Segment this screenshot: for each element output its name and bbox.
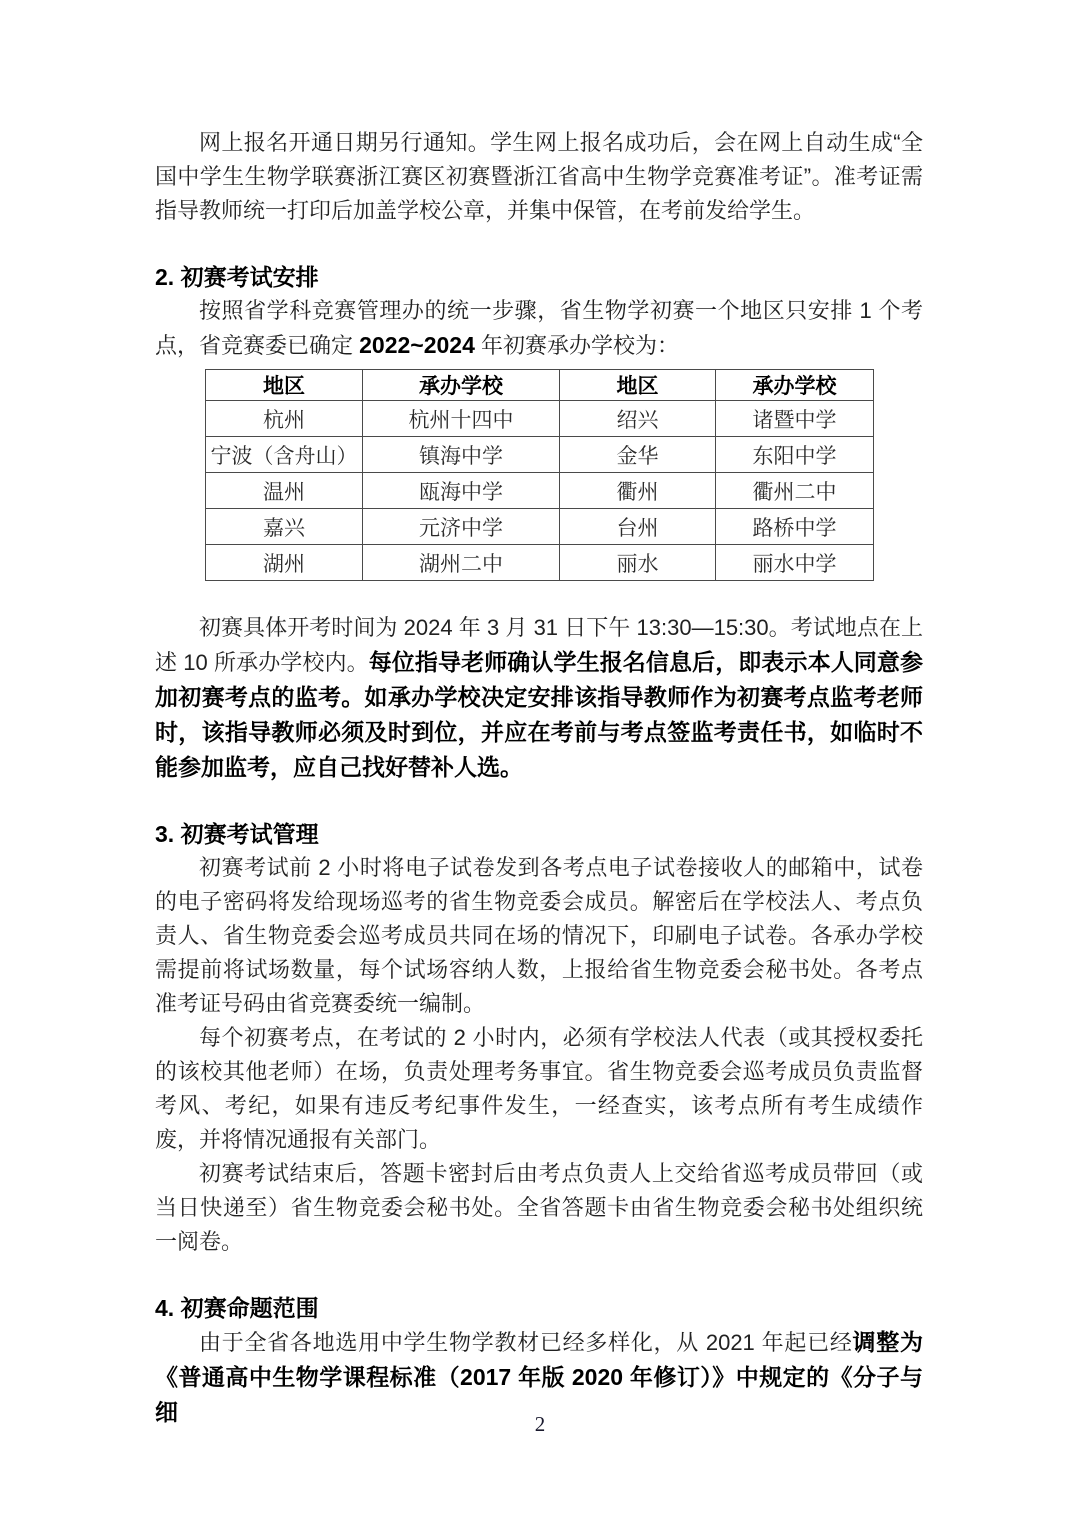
table-cell: 衢州 xyxy=(560,473,716,509)
text-run: 初赛考试前 2 小时将电子试卷发到各考点电子试卷接收人的邮箱中，试卷的电子密码将发给现场巡考的省生物竞委会成员。解密后在学校法人、考点负责人、省生物竞委会巡考成员共同在场的情况下，印刷电子试卷。各承办学校需提前将试场数量，每个试场容纳人数，上报给省生物竞委会秘书处。各考点准考证号码由省竞赛委统一编制。 xyxy=(155,855,923,1016)
table-cell: 嘉兴 xyxy=(206,509,363,545)
table-cell: 湖州二中 xyxy=(363,545,560,581)
table-cell: 衢州二中 xyxy=(716,473,874,509)
text-run: 由于全省各地选用中学生物学教材已经多样化，从 2021 年起已经 xyxy=(199,1330,853,1355)
table-row xyxy=(206,545,874,581)
paragraph xyxy=(155,1157,923,1259)
table-row xyxy=(206,401,874,437)
table-cell: 台州 xyxy=(560,509,716,545)
table-header-cell: 地区 xyxy=(206,370,363,401)
table-cell: 诸暨中学 xyxy=(716,401,874,437)
text-run: 网上报名开通日期另行通知。学生网上报名成功后，会在网上自动生成“全国中学生生物学联赛浙江赛区初赛暨浙江省高中生物学竞赛准考证”。准考证需指导教师统一打印后加盖学校公章，并集中保管，在考前发给学生。 xyxy=(155,130,923,223)
table-cell: 镇海中学 xyxy=(363,437,560,473)
paragraph xyxy=(155,1021,923,1157)
document-body xyxy=(155,126,923,1430)
text-run: 按照省学科竞赛管理办的统一步骤，省生物学初赛一个地区只安排 1 个考点，省竞赛委已确定 xyxy=(155,298,923,358)
table-header-cell: 承办学校 xyxy=(363,370,560,401)
table-cell: 宁波（含舟山） xyxy=(206,437,363,473)
page-number: 2 xyxy=(534,1412,546,1436)
table-cell: 绍兴 xyxy=(560,401,716,437)
bold-text-run: 2022~2024 xyxy=(359,332,475,358)
table-header-cell: 承办学校 xyxy=(716,370,874,401)
table-row xyxy=(206,473,874,509)
section-heading: 2. 初赛考试安排 xyxy=(155,264,319,290)
paragraph xyxy=(155,126,923,228)
bold-text-run: 调整为《普通高中生物学课程标准（2017 年版 2020 年修订）》中规定的《分子与细 xyxy=(155,1329,924,1425)
table-cell: 杭州十四中 xyxy=(363,401,560,437)
bold-text-run: 每位指导老师确认学生报名信息后，即表示本人同意参加初赛考点的监考。如承办学校决定安排该指导教师作为初赛考点监考老师时，该指导教师必须及时到位，并应在考前与考点签监考责任书，如临时不能参加监考，应自己找好替补人选。 xyxy=(155,649,924,780)
table-cell: 瓯海中学 xyxy=(363,473,560,509)
paragraph xyxy=(155,851,923,1021)
table-row xyxy=(206,509,874,545)
section-heading: 4. 初赛命题范围 xyxy=(155,1295,319,1321)
table-cell: 金华 xyxy=(560,437,716,473)
paragraph xyxy=(155,294,923,363)
table-cell: 杭州 xyxy=(206,401,363,437)
table-cell: 路桥中学 xyxy=(716,509,874,545)
host-schools-table xyxy=(205,369,874,581)
table-header-cell: 地区 xyxy=(560,370,716,401)
section-heading: 3. 初赛考试管理 xyxy=(155,821,319,847)
table-cell: 东阳中学 xyxy=(716,437,874,473)
table-header-row xyxy=(206,370,874,401)
text-run: 初赛考试结束后，答题卡密封后由考点负责人上交给省巡考成员带回（或当日快递至）省生物竞委会秘书处。全省答题卡由省生物竞委会秘书处组织统一阅卷。 xyxy=(155,1161,923,1254)
table-cell: 元济中学 xyxy=(363,509,560,545)
table-cell: 温州 xyxy=(206,473,363,509)
table-cell: 丽水中学 xyxy=(716,545,874,581)
table-cell: 丽水 xyxy=(560,545,716,581)
text-run: 年初赛承办学校为： xyxy=(474,333,680,358)
text-run: 每个初赛考点，在考试的 2 小时内，必须有学校法人代表（或其授权委托的该校其他老师）在场，负责处理考务事宜。省生物竞委会巡考成员负责监督考风、考纪，如果有违反考纪事件发生，一经查实，该考点所有考生成绩作废，并将情况通报有关部门。 xyxy=(155,1025,923,1152)
table-row xyxy=(206,437,874,473)
table-cell: 湖州 xyxy=(206,545,363,581)
text-run: 初赛具体开考时间为 2024 年 3 月 31 日下午 13:30—15:30。考试地点在上述 10 所承办学校内。 xyxy=(155,615,923,675)
paragraph xyxy=(155,611,923,785)
